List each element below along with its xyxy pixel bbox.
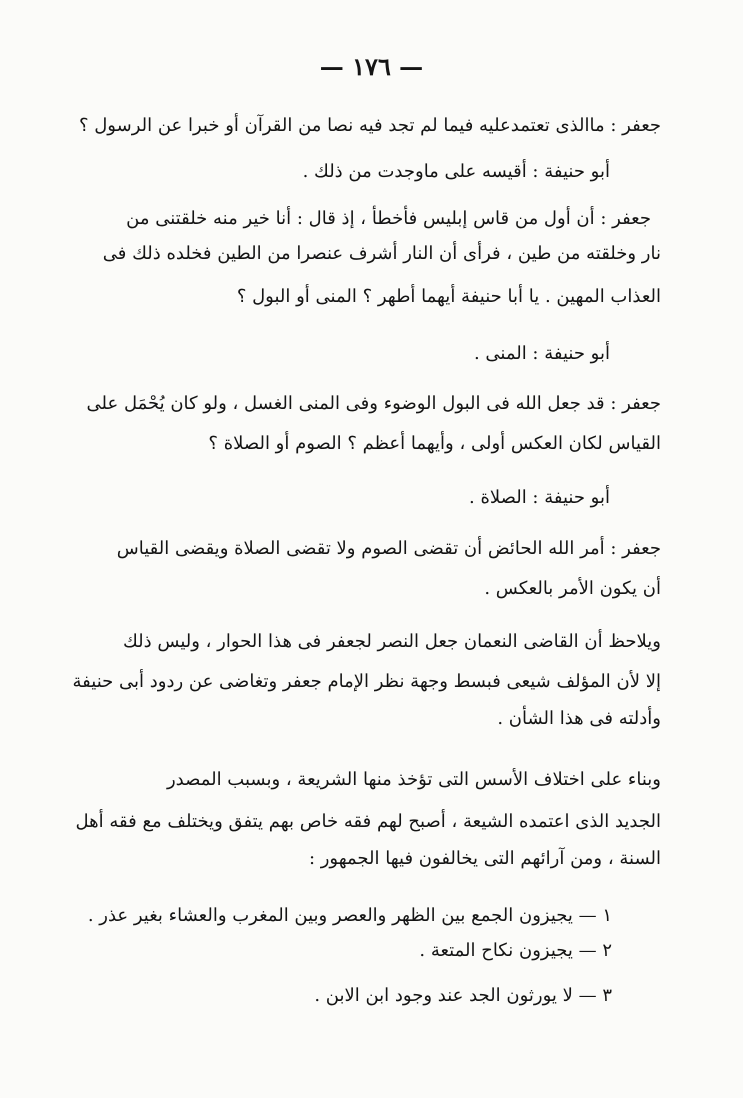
paragraph-line: إلا لأن المؤلف شيعى فبسط وجهة نظر الإمام جعفر وتغاضى عن ردود أبى حنيفة (72, 671, 661, 692)
paragraph-line: السنة ، ومن آرائهم التى يخالفون فيها الجمهور : (308, 848, 661, 869)
dialogue-line: العذاب المهين . يا أبا حنيفة أيهما أطهر ؟ المنى أو البول ؟ (236, 286, 661, 307)
paragraph-line: وأدلته فى هذا الشأن . (497, 708, 661, 729)
paragraph-line: ويلاحظ أن القاضى النعمان جعل النصر لجعفر فى هذا الحوار ، وليس ذلك (122, 631, 661, 652)
dialogue-line: أبو حنيفة : المنى . (473, 343, 610, 364)
paragraph-line: الجديد الذى اعتمده الشيعة ، أصبح لهم فقه خاص بهم يتفق ويختلف مع فقه أهل (75, 811, 661, 832)
dialogue-line: أبو حنيفة : أقيسه على ماوجدت من ذلك . (302, 161, 610, 182)
dialogue-line: جعفر : قد جعل الله فى البول الوضوء وفى المنى الغسل ، ولو كان يُحْمَل على (86, 393, 661, 414)
paragraph-line: وبناء على اختلاف الأسس التى تؤخذ منها الشريعة ، وبسبب المصدر (166, 769, 661, 790)
dialogue-line: جعفر : أن أول من قاس إبليس فأخطأ ، إذ قال : أنا خير منه خلقتنى من (126, 208, 651, 229)
page-number: — ١٧٦ — (319, 52, 424, 81)
dialogue-line: أبو حنيفة : الصلاة . (469, 487, 610, 508)
dialogue-line: جعفر : أمر الله الحائض أن تقضى الصوم ولا تقضى الصلاة ويقضى القياس (116, 538, 661, 559)
dialogue-line: جعفر : ماالذى تعتمدعليه فيما لم تجد فيه نصا من القرآن أو خبرا عن الرسول ؟ (78, 115, 661, 136)
dialogue-line: نار وخلقته من طين ، فرأى أن النار أشرف عنصرا من الطين فخلده ذلك فى (102, 243, 661, 264)
dialogue-line: أن يكون الأمر بالعكس . (484, 578, 661, 599)
list-item: ٢ — يجيزون نكاح المتعة . (419, 940, 612, 961)
list-item: ١ — يجيزون الجمع بين الظهر والعصر وبين المغرب والعشاء بغير عذر . (87, 905, 612, 926)
list-item: ٣ — لا يورثون الجد عند وجود ابن الابن . (314, 985, 612, 1006)
dialogue-line: القياس لكان العكس أولى ، وأيهما أعظم ؟ الصوم أو الصلاة ؟ (208, 433, 661, 454)
